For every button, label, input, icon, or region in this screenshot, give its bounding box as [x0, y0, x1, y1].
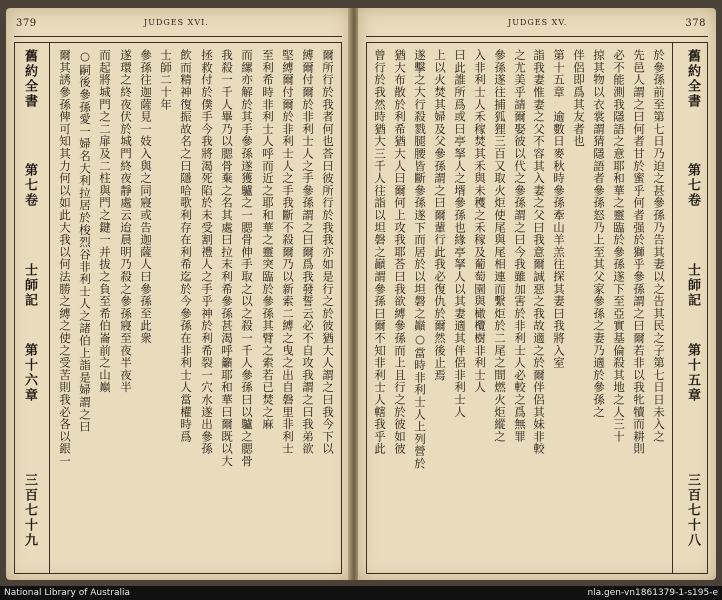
- text-column: 必不能測我隱語之意耶和華之靈臨於參孫遂下至亞實基倫殺其地之人三十: [612, 49, 626, 443]
- text-column: 爾其誘參孫俾可知其力何以如此大我以何法勝之縛之使之受苦則我必各以銀一: [58, 49, 72, 468]
- source-footer: [0, 586, 722, 600]
- text-column: 堅縛爾付爾於非利士人之手我斷不殺爾乃以新索二縛之曳之出自磐里非利士: [281, 49, 295, 455]
- text-column: 遂環之終夜伏於城門終夜靜處云迨晨明乃殺之參孫寢至夜半夜半: [119, 49, 133, 394]
- margin-volume: 第七卷: [22, 163, 37, 208]
- margin-chapter: 第十六章: [22, 343, 37, 403]
- text-column: 伴侶即爲其友者也: [572, 49, 586, 148]
- text-column: 曰此誰所爲或曰亭拏人之壻參孫也緣亭拏人以其妻適其伴侶非利士人: [453, 49, 467, 418]
- margin-book-name: 士師記: [22, 263, 37, 308]
- text-column: ○嗣後參孫愛一婦名大利拉居於梭烈谷非利士人之諸伯上詣是婦謂之曰: [78, 49, 92, 433]
- margin-divider: [672, 43, 673, 573]
- margin-book-title: 舊約全書: [22, 49, 37, 109]
- margin-volume: 第七卷: [685, 163, 700, 208]
- text-column: 而起將城門之二扉及二柱與門之鍵一并拔之負至希伯崙前之山巔: [98, 49, 112, 394]
- text-column: 第十五章 逾數日麥秋時參孫牽山羊羔往探其妻曰我將入室: [552, 49, 566, 369]
- text-column: 之尤美乎請爾娶彼以代之參孫謂之曰今我雖加害於非利士人必較之爲無罪: [513, 49, 527, 443]
- text-column: 猶大布散於利希猶大人曰爾何上攻我耶荅曰我欲縛參孫而上且行之於彼如彼: [393, 49, 407, 455]
- text-column: 遂擊之大行殺戮腿腰皆斷參孫遂下而居於以坦磐之巓○當時非利士人上列營於: [413, 49, 427, 470]
- text-column: 縛爾付爾於非利士人之手參孫謂之曰爾爲我發誓云必不自攻我謂之曰我弟欲: [301, 49, 315, 455]
- margin-leaf-number: 三百七十八: [685, 473, 700, 548]
- page-number: 378: [685, 18, 706, 29]
- text-column: 詣我妻惟妻之父不容其入妻之父曰我意爾誠惡之我故適之於爾伴侶其妹非較: [532, 49, 546, 455]
- text-column: 上以火焚其婦及父參孫謂之曰爾輩行此我必復仇於爾然後止焉: [433, 49, 447, 382]
- text-column: 士師二十年: [159, 49, 173, 111]
- margin-book-title: 舊約全書: [685, 49, 700, 109]
- library-credit: National Library of Australia: [4, 588, 131, 598]
- running-head: JUDGES XVI.: [144, 18, 209, 27]
- text-column: 參孫往迦薩見一妓入與之同寢或告迦薩人曰參孫至此衆: [139, 49, 153, 345]
- page-number: 379: [16, 18, 37, 29]
- text-column: 至利希時非利士人呼而近之耶和華之靈突臨於參孫其臂之索若已焚之麻: [261, 49, 275, 431]
- margin-chapter: 第十五章: [685, 343, 700, 403]
- text-column: 入非利士人禾稼焚其禾與未穫之禾稼及葡萄園與橄欖樹非利士人: [473, 49, 487, 394]
- text-column: 拯救付於僕手今我將渴死陷於未受割禮人之手乎神於利希裂一穴水遂出參孫: [200, 49, 214, 455]
- margin-divider: [49, 43, 50, 573]
- item-identifier: nla.gen-vn1861379-1-s195-e: [587, 588, 718, 598]
- text-column: 曾行於我然時猶大三千人往詣以坦磐之巓謂參孫曰爾不知非利士人轄我乎此: [373, 49, 387, 455]
- header-rule: [14, 36, 342, 37]
- text-column: 爾所行於我者何也荅曰彼所行於我我亦如是行之於彼猶大人謂之曰我今下以: [321, 49, 335, 455]
- left-page: [6, 8, 350, 580]
- text-frame: [14, 42, 342, 574]
- text-column: 先邑人謂之曰何者甘於蜜乎何者强於獅乎參孫謂之曰爾若非以我牝犢而耕則: [632, 49, 646, 455]
- text-column: 飲而精神復振故名之曰隱哈歌利存在利希迄於今參孫在非利士人當權時爲: [179, 49, 193, 443]
- text-column: 參孫遂往捕狐狸三百又取火炬使尾與尾相連而繫炬於二尾之間燃火炬縱之: [493, 49, 507, 443]
- running-head: JUDGES XV.: [508, 18, 568, 27]
- text-column: 掠其物以衣裳謂猜隱語者參孫怒乃上至其父家參孫之妻乃適於參孫之: [592, 49, 606, 418]
- header-rule: [366, 36, 708, 37]
- text-column: 而縲亦解於其手參孫遂獲驢之一腮骨伸手取之以之殺一千人參孫曰以驢之腮骨: [240, 49, 254, 468]
- text-frame: [366, 42, 708, 574]
- text-column: 我殺一千人畢乃以腮骨棄之名其處曰拉末利希參孫甚渴呼籲耶和華曰爾既以大: [220, 49, 234, 468]
- margin-book-name: 士師記: [685, 263, 700, 308]
- right-page: [358, 8, 716, 580]
- margin-leaf-number: 三百七十九: [22, 473, 37, 548]
- text-column: 於參孫前至第七日乃迫之甚參孫乃告其妻以之告其民之子第七日日未入之: [652, 49, 666, 443]
